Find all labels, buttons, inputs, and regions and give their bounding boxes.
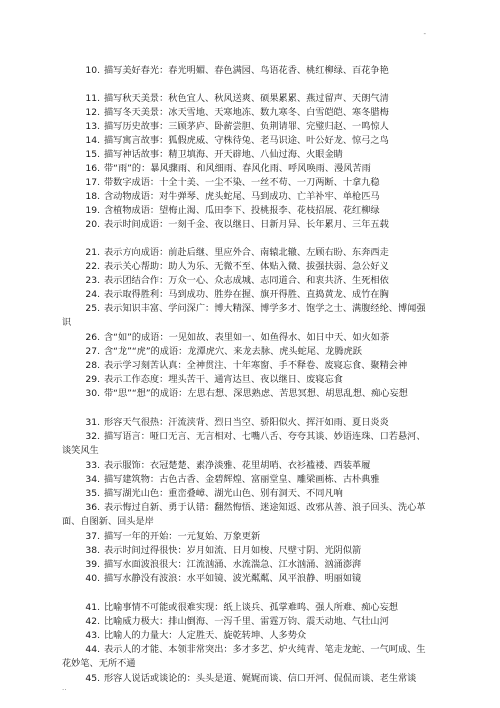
item-text: 含“龙”“虎”的成语：龙潭虎穴、来龙去脉、虎头蛇尾、龙腾虎跃 (104, 346, 362, 357)
item-text: 比喻人的力量大：人定胜天、旋乾转坤、人多势众 (104, 630, 307, 641)
item-number: 38. (85, 545, 100, 556)
item-text: 描写历史故事：三顾茅庐、卧薪尝胆、负荆请罪、完璧归赵、一鸣惊人 (104, 121, 389, 132)
item-text: 描写湖光山色：重峦叠嶂、湖光山色、别有洞天、不同凡响 (104, 488, 343, 499)
item-text: 含“如”的成语：一见如故、表里如一、如鱼得水、如日中天、如火如荼 (104, 332, 390, 343)
item-text: 表示知识丰富、学问深广：博大精深、博学多才、饱学之士、满腹经纶、博闻强 (104, 303, 426, 314)
item-number: 21. (85, 247, 100, 258)
item-text-continuation: 花妙笔、无所不通 (62, 658, 136, 669)
item-text: 含植物成语：望梅止渴、瓜田李下、投桃报李、花枝招展、花红柳绿 (104, 205, 380, 216)
item-number: 33. (85, 460, 100, 471)
item-text: 表示工作态度：埋头苦干、通宵达旦、夜以继日、废寝忘食 (104, 374, 343, 385)
item-number: 27. (85, 346, 100, 357)
item-number: 17. (85, 177, 100, 188)
item-text: 描写建筑物：古色古香、金碧辉煌、富丽堂皇、雕梁画栋、古朴典雅 (104, 474, 380, 485)
item-text: 带“雨”的：暴风骤雨、和风细雨、春风化雨、呼风唤雨、漫风苦雨 (104, 163, 371, 174)
item-text: 表示学习刻苦认真：全神贯注、十年寒窗、手不释卷、废寝忘食、聚精会神 (104, 360, 408, 371)
item-number: 32. (85, 431, 100, 442)
item-text: 描写语言：哑口无言、无言相对、七嘴八舌、夸夸其谈、妙语连珠、口若悬河、 (104, 431, 426, 442)
item-text: 表示关心帮助：助人为乐、无微不至、体贴入微、拔强扶弱、急公好义 (104, 261, 389, 272)
item-number: 30. (85, 388, 100, 399)
item-number: 44. (85, 644, 100, 655)
item-number: 37. (85, 531, 100, 542)
item-text-continuation: 面、自图新、回头是岸 (62, 516, 154, 527)
item-text: 形容天气很热：汗流浃背、烈日当空、骄阳似火、挥汗如雨、夏日炎炎 (104, 417, 389, 428)
item-text-continuation: 识 (62, 317, 72, 328)
item-number: 19. (85, 205, 100, 216)
item-number: 11. (85, 93, 100, 104)
item-number: 29. (85, 374, 100, 385)
item-text-continuation: 谈笑风生 (62, 445, 99, 456)
item-number: 13. (85, 121, 100, 132)
item-text: 表示团结合作：万众一心、众志成城、志同道合、和衷共济、生死相依 (104, 275, 389, 286)
item-number: 10. (85, 65, 100, 76)
item-text: 比喻事情不可能或很难实现：纸上谈兵、孤掌难鸣、强人所难、痴心妄想 (104, 602, 398, 613)
item-text: 表示服饰：衣冠楚楚、素净淡雅、花里胡哨、衣衫褴褛、西装革履 (104, 460, 371, 471)
item-text: 描写冬天美景：冰天雪地、天寒地冻、数九寒冬、白雪皑皑、寒冬腊梅 (104, 107, 389, 118)
item-number: 12. (85, 107, 100, 118)
item-number: 31. (85, 417, 100, 428)
item-number: 15. (85, 149, 100, 160)
footer-mark: .. (62, 684, 67, 692)
item-number: 45. (85, 673, 100, 684)
item-number: 26. (85, 332, 100, 343)
item-number: 41. (85, 602, 100, 613)
item-number: 35. (85, 488, 100, 499)
item-text: 表示时间过得很快：岁月如流、日月如梭、尺壁寸阴、光阴似箭 (104, 545, 362, 556)
item-number: 23. (85, 275, 100, 286)
item-number: 40. (85, 573, 100, 584)
item-number: 24. (85, 289, 100, 300)
item-text: 含动物成语：对牛弹琴、虎头蛇尾、马到成功、亡羊补牢、单枪匹马 (104, 191, 380, 202)
item-text: 表示时间成语：一刻千金、夜以继日、日新月异、长年累月、三年五载 (104, 219, 389, 230)
item-number: 43. (85, 630, 100, 641)
item-text: 表示人的才能、本领非常突出：多才多艺、炉火纯青、笔走龙蛇、一气呵成、生 (104, 644, 426, 655)
item-text: 表示方向成语：前赴后继、里应外合、南辕北辙、左顾右盼、东奔西走 (104, 247, 389, 258)
item-number: 22. (85, 261, 100, 272)
item-number: 16. (85, 163, 100, 174)
item-text: 描写秋天美景：秋色宜人、秋风送爽、硕果累累、燕过留声、天朗气清 (104, 93, 389, 104)
item-text: 描写美好春光：春光明媚、春色满园、鸟语花香、桃红柳绿、百花争艳 (104, 65, 389, 76)
item-number: 39. (85, 559, 100, 570)
item-number: 28. (85, 360, 100, 371)
item-text: 描写水静没有波浪：水平如镜、波光粼粼、风平浪静、明丽如镜 (104, 573, 362, 584)
item-number: 18. (85, 191, 100, 202)
item-text: 形容人说话或谈论的：头头是道、娓娓而谈、信口开河、侃侃而谈、老生常谈 (104, 673, 417, 684)
item-text: 表示取得胜利：马到成功、胜券在握、旗开得胜、直捣黄龙、成竹在胸 (104, 289, 389, 300)
item-number: 36. (85, 502, 100, 513)
item-number: 14. (85, 135, 100, 146)
item-text: 描写寓言故事：狐假虎威、守株待兔、老马识途、叶公好龙、惊弓之鸟 (104, 135, 389, 146)
item-number: 25. (85, 303, 100, 314)
item-number: 42. (85, 616, 100, 627)
header-mark: - (423, 30, 426, 38)
item-text: 带数字成语：十全十美、一尘不染、一丝不苟、一刀两断、十拿九稳 (104, 177, 380, 188)
item-text: 表示悔过自新、勇于认错：翻然悔悟、迷途知返、改邪从善、浪子回头、洗心革 (104, 502, 426, 513)
item-number: 20. (85, 219, 100, 230)
item-text: 描写水面波浪很大：江流汹涌、水流湍急、江水汹涌、汹涌澎湃 (104, 559, 362, 570)
item-text: 描写一年的开始：一元复始、万象更新 (104, 531, 261, 542)
item-number: 34. (85, 474, 100, 485)
item-text: 带“思”“想”的成语：左思右想、深思熟虑、苦思冥想、胡思乱想、痴心妄想 (104, 388, 408, 399)
item-text: 描写神话故事：精卫填海、开天辟地、八仙过海、火眼金睛 (104, 149, 343, 160)
item-text: 比喻威力极大：排山倒海、一泻千里、雷霆万钧、震天动地、气壮山河 (104, 616, 389, 627)
